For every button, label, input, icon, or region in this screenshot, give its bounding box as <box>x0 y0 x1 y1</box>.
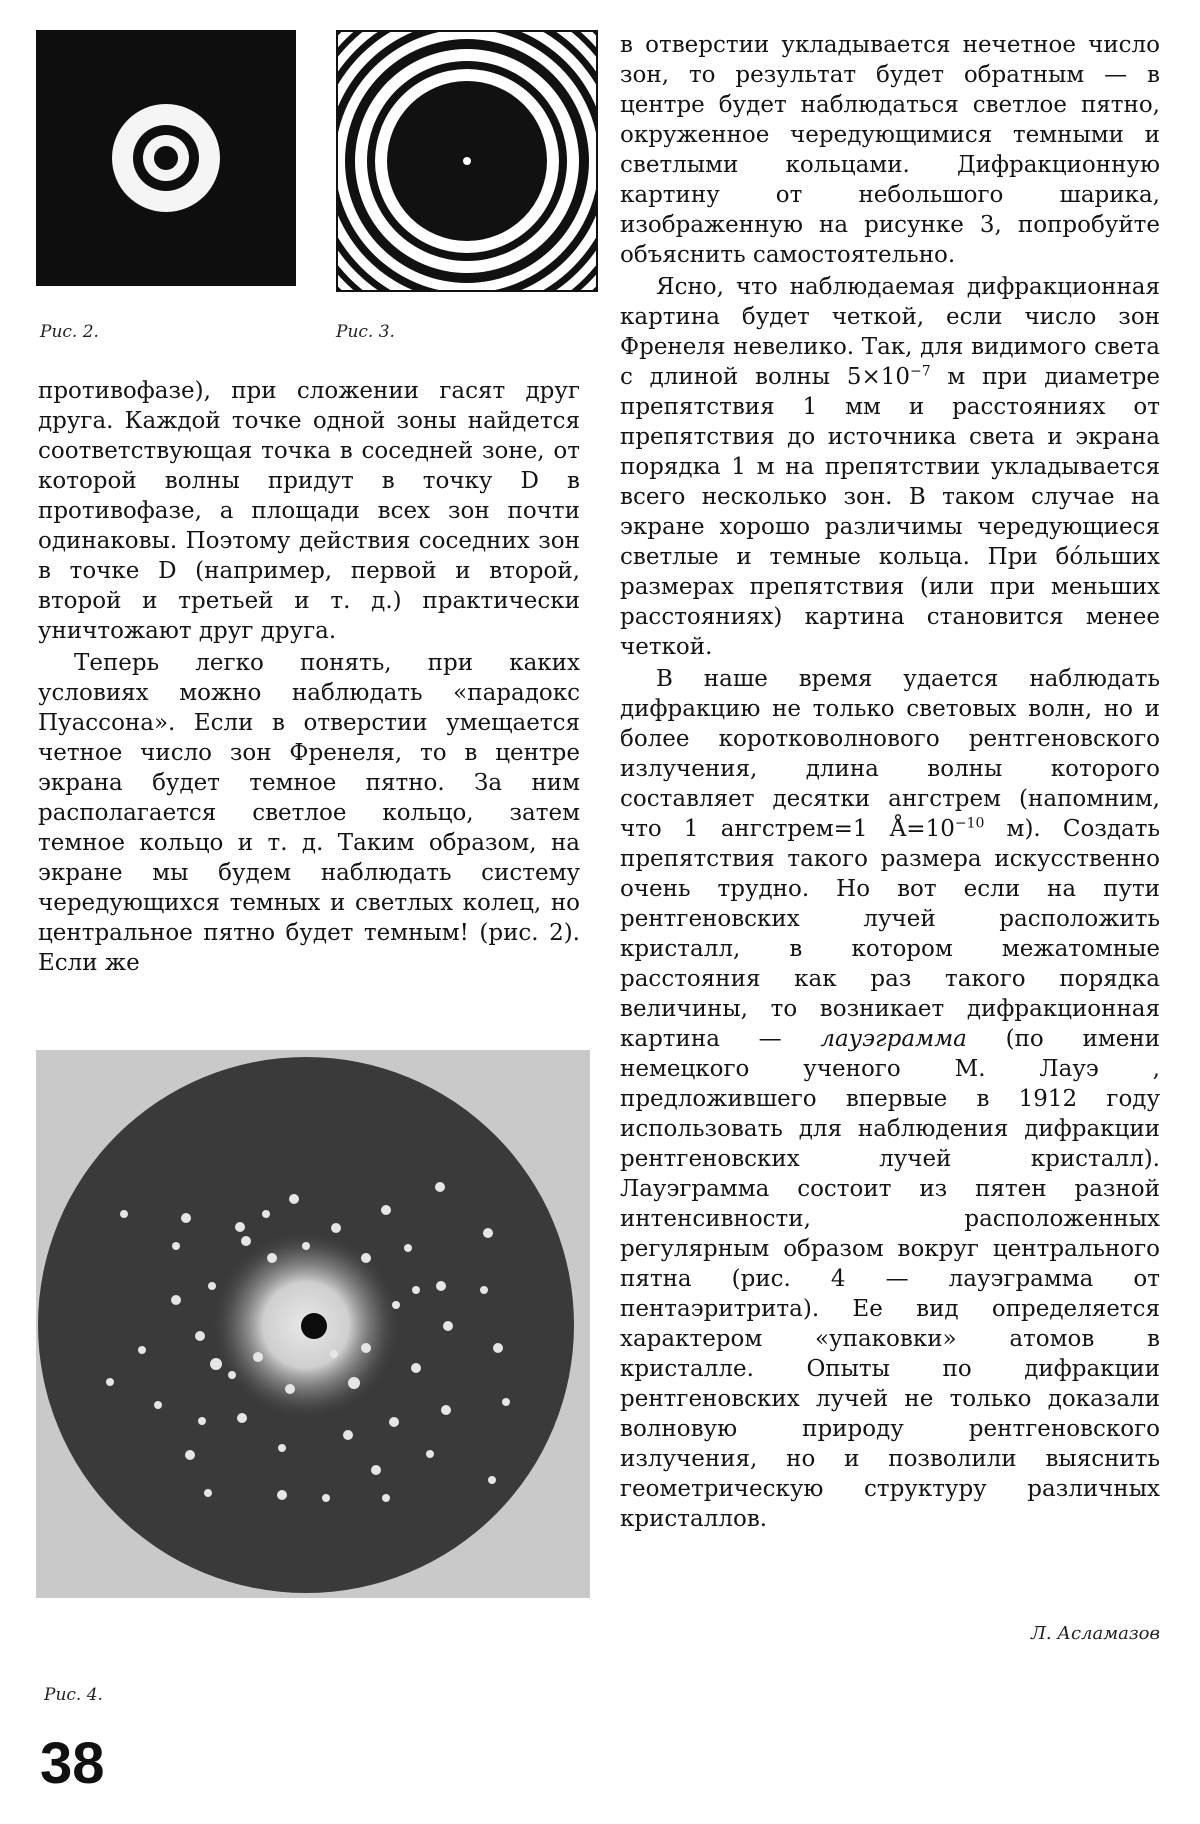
exponent-minus-10: −10 <box>954 815 985 832</box>
laue-spot <box>154 1401 162 1409</box>
figure-3-caption: Рис. 3. <box>336 322 395 342</box>
laue-spot <box>277 1490 287 1500</box>
right-paragraph-3-text-c: (по имени немецкого ученого М. Лауэ , предложившего впервые в 1912 году использовать для наблюдения дифракции рентгеновских лучей кристалл). Лауэграмма состоит из пятен разной интенсивности, расположенных регулярным образом вокруг центрального пятна (рис. 4 — лауэграмма от пентаэритрита). Ее вид определяется характером «упаковки» атомов в кристалле. Опыты по дифракции рентгеновских лучей не только доказали волновую природу рентгеновского излучения, но и позволили выяснить геометрическую структуру различных кристаллов. <box>620 1026 1161 1532</box>
laue-spot <box>435 1182 445 1192</box>
laue-spot <box>412 1286 420 1294</box>
right-column <box>620 30 1160 1534</box>
laue-spot <box>267 1253 277 1263</box>
laue-spot <box>138 1346 146 1354</box>
right-paragraph-1: в отверстии укладывается нечетное число зон, то результат будет обратным — в центре будет наблюдаться светлое пятно, окруженное чередующимися темными и светлыми кольцами. Дифракционную картину от небольшого шарика, изображенную на рисунке 3, попробуйте объяснить самостоятельно. <box>620 32 1160 268</box>
laue-spot <box>436 1281 446 1291</box>
laue-spot <box>488 1476 496 1484</box>
right-paragraph-3-text-b: м). Создать препятствия такого размера искусственно очень трудно. Но вот если на пути рентгеновских лучей расположить кристалл, в котором межатомные расстояния как раз такого порядка величины, то возникает дифракционная картина — <box>620 816 1160 1052</box>
laue-spot <box>228 1371 236 1379</box>
right-paragraph-3-text-a: В наше время удается наблюдать дифракцию не только световых волн, но и более коротковолнового рентгеновского излучения, длина волны которого составляет десятки ангстрем (напомним, что 1 ангстрем=1 Å=10 <box>620 666 1160 842</box>
laue-spot <box>493 1343 503 1353</box>
left-column <box>38 376 580 978</box>
laue-spot <box>331 1223 341 1233</box>
laue-spot <box>241 1236 251 1246</box>
central-spot <box>301 1313 327 1339</box>
figure-4-image <box>36 1050 590 1598</box>
laue-term: лауэграмма <box>820 1026 967 1052</box>
laue-spot <box>426 1450 434 1458</box>
laue-spot <box>404 1244 412 1252</box>
laue-spot <box>208 1282 216 1290</box>
figure-2-image <box>36 30 296 286</box>
author-signature: Л. Асламазов <box>1030 1623 1160 1644</box>
laue-pattern <box>36 1050 590 1598</box>
laue-spot <box>289 1194 299 1204</box>
laue-spot <box>106 1378 114 1386</box>
laue-spot <box>411 1363 421 1373</box>
laue-spot <box>195 1331 205 1341</box>
laue-spot <box>235 1222 245 1232</box>
figure-2-caption: Рис. 2. <box>40 322 99 342</box>
laue-spot <box>330 1350 338 1358</box>
diffraction-ball-pattern <box>336 30 598 292</box>
laue-spot <box>389 1417 399 1427</box>
laue-spot <box>361 1253 371 1263</box>
laue-spot <box>371 1465 381 1475</box>
right-paragraph-2-text-a: Ясно, что наблюдаемая дифракционная картина будет четкой, если число зон Френеля невелико. Так, для видимого света с длиной волны 5×10 <box>620 274 1160 390</box>
laue-spot <box>198 1417 206 1425</box>
laue-spot <box>441 1405 451 1415</box>
laue-spot <box>392 1301 400 1309</box>
laue-spot <box>302 1242 310 1250</box>
left-paragraph-1: противофазе), при сложении гасят друг друга. Каждой точке одной зоны найдется соответствующая точка в соседней зоне, от которой волны придут в точку D в противофазе, а площади всех зон почти одинаковы. Поэтому действия соседних зон в точке D (например, первой и второй, второй и третьей и т. д.) практически уничтожают друг друга. <box>38 378 580 644</box>
laue-spot <box>343 1430 353 1440</box>
right-paragraph-3 <box>620 664 1160 1534</box>
laue-spot <box>172 1242 180 1250</box>
laue-spot <box>253 1352 263 1362</box>
laue-spot <box>278 1444 286 1452</box>
laue-spot <box>483 1228 493 1238</box>
laue-spot <box>171 1295 181 1305</box>
laue-spot <box>262 1210 270 1218</box>
laue-spot <box>443 1321 453 1331</box>
left-paragraph-2: Теперь легко понять, при каких условиях можно наблюдать «парадокс Пуассона». Если в отверстии умещается четное число зон Френеля, то в центре экрана будет темное пятно. За ним располагается светлое кольцо, затем темное кольцо и т. д. Таким образом, на экране мы будем наблюдать систему чередующихся темных и светлых колец, но центральное пятно будет темным! (рис. 2). Если же <box>38 650 580 976</box>
laue-spot <box>210 1358 222 1370</box>
laue-spot <box>382 1494 390 1502</box>
laue-spot <box>361 1343 371 1353</box>
laue-spot <box>502 1398 510 1406</box>
laue-spot <box>185 1450 195 1460</box>
laue-spot <box>381 1205 391 1215</box>
laue-spot <box>237 1413 247 1423</box>
laue-spot <box>120 1210 128 1218</box>
figure-4-caption: Рис. 4. <box>44 1685 103 1705</box>
figure-3-image <box>336 30 598 292</box>
page-number: 38 <box>40 1731 105 1796</box>
laue-spot <box>322 1494 330 1502</box>
right-paragraph-2 <box>620 272 1160 662</box>
laue-spot <box>480 1286 488 1294</box>
laue-spot <box>285 1384 295 1394</box>
laue-spot <box>204 1489 212 1497</box>
right-paragraph-2-text-b: м при диаметре препятствия 1 мм и расстояниях от препятствия до источника света и экрана порядка 1 м на препятствии укладывается всего несколько зон. В таком случае на экране хорошо различимы чередующиеся светлые и темные кольца. При бо́льших размерах препятствия (или при меньших расстояниях) картина становится менее четкой. <box>620 364 1160 660</box>
laue-spot <box>348 1377 360 1389</box>
fresnel-rings-dark-center <box>36 30 296 286</box>
exponent-minus-7: −7 <box>910 363 931 380</box>
laue-spot <box>181 1213 191 1223</box>
